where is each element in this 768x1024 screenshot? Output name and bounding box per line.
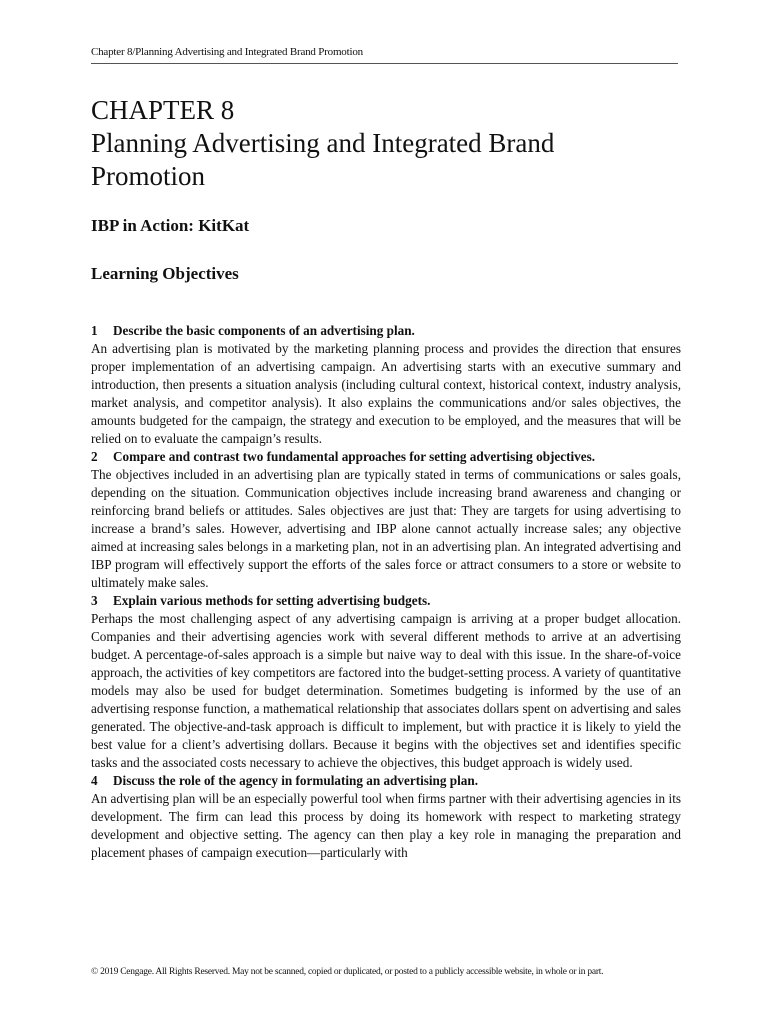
objective-item [91, 322, 681, 448]
objective-body: An advertising plan is motivated by the marketing planning process and provides the direction that ensures proper implementation of an advertising campaign. An advertising starts with an executive summary and introduction, then presents a situation analysis (including cultural context, historical context, industry analysis, market analysis, and competitor analysis). It also explains the communications and/or sales objectives, the amounts budgeted for the campaign, the strategy and execution to be employed, and the measures that will be relied on to evaluate the campaign’s results. [91, 341, 681, 446]
objective-number: 3 [91, 593, 98, 608]
objective-title-text: Describe the basic components of an advertising plan. [113, 323, 415, 338]
chapter-title-line-2: Promotion [91, 161, 206, 191]
objective-body: An advertising plan will be an especially powerful tool when firms partner with their advertising agencies in its development. The firm can lead this process by doing its homework with respect to marketing strategy development and objective setting. The agency can then play a key role in managing the preparation and placement phases of campaign execution—particularly with [91, 791, 681, 860]
running-header: Chapter 8/Planning Advertising and Integrated Brand Promotion [91, 46, 363, 58]
learning-objectives-list [91, 322, 681, 862]
objective-number: 1 [91, 323, 98, 338]
chapter-title-line-1: Planning Advertising and Integrated Brand [91, 128, 555, 158]
objective-title-text: Explain various methods for setting advertising budgets. [113, 593, 431, 608]
objective-title [91, 322, 681, 340]
objective-body: The objectives included in an advertising plan are typically stated in terms of communications or sales goals, depending on the situation. Communication objectives include increasing brand awareness and changing or reinforcing brand beliefs or attitudes. Sales objectives are just that: They are targets for using advertising to increase a brand’s sales. However, advertising and IBP alone cannot actually increase sales; any objective aimed at increasing sales belongs in a marketing plan, not in an advertising plan. An integrated advertising and IBP program will effectively support the efforts of the sales force or attract consumers to a store or website to ultimately make sales. [91, 467, 681, 590]
objective-item [91, 772, 681, 862]
objective-item [91, 448, 681, 592]
objective-item [91, 592, 681, 772]
objective-title [91, 448, 681, 466]
objective-title [91, 772, 681, 790]
chapter-title [91, 94, 691, 193]
copyright-footer: © 2019 Cengage. All Rights Reserved. May not be scanned, copied or duplicated, or posted to a publicly accessible website, in whole or in part. [91, 967, 604, 977]
chapter-label: CHAPTER 8 [91, 95, 235, 125]
objective-title-text: Discuss the role of the agency in formulating an advertising plan. [113, 773, 478, 788]
objective-title-text: Compare and contrast two fundamental approaches for setting advertising objectives. [113, 449, 596, 464]
objective-title [91, 592, 681, 610]
learning-objectives-heading: Learning Objectives [91, 264, 239, 283]
objective-body: Perhaps the most challenging aspect of any advertising campaign is arriving at a proper budget allocation. Companies and their advertising agencies work with several different methods to arrive at an advertising budget. A percentage-of-sales approach is a simple but naive way to deal with this issue. In the share-of-voice approach, the activities of key competitors are factored into the budget-setting process. A variety of quantitative models may also be used for budget determination. Sometimes budgeting is informed by the use of an advertising response function, a mathematical relationship that associates dollars spent on advertising and sales generated. The objective-and-task approach is difficult to implement, but with practice it is likely to yield the best value for a client’s advertising dollars. Because it begins with the objectives set and identifies specific tasks and the associated costs necessary to achieve the objectives, this budget approach is widely used. [91, 611, 681, 770]
ibp-in-action-heading: IBP in Action: KitKat [91, 216, 250, 235]
objective-number: 2 [91, 449, 98, 464]
objective-number: 4 [91, 773, 98, 788]
header-divider [91, 63, 678, 64]
